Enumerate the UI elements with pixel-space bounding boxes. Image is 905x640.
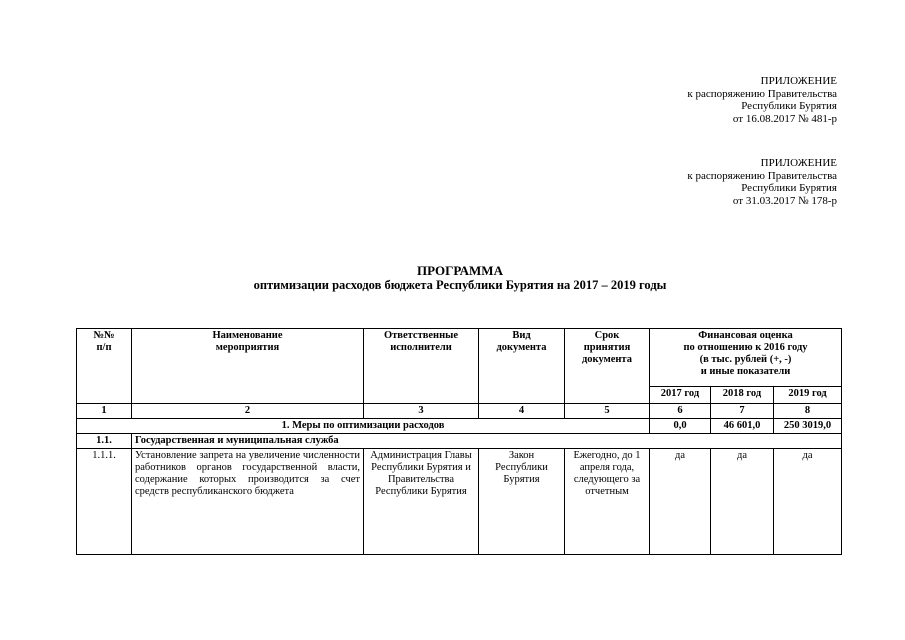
appendix-block-2	[687, 157, 837, 207]
title-main: ПРОГРАММА	[417, 263, 503, 278]
column-number: 7	[711, 404, 774, 419]
row-doc-type: Закон Республики Бурятия	[479, 449, 565, 555]
row-value-2019: да	[774, 449, 842, 555]
section-row	[77, 419, 842, 434]
header-name: Наименование мероприятия	[132, 329, 364, 404]
header-financial: Финансовая оценка по отношению к 2016 году (в тыс. рублей (+, -) и иные показатели	[650, 329, 842, 387]
title-subtitle: оптимизации расходов бюджета Республики Бурятия на 2017 – 2019 годы	[253, 278, 667, 292]
column-number: 5	[565, 404, 650, 419]
appendix-line: к распоряжению Правительства	[687, 87, 837, 100]
subsection-num: 1.1.	[77, 434, 132, 449]
header-doc-type: Вид документа	[479, 329, 565, 404]
row-name: Установление запрета на увеличение численности работников органов государственной власти, содержание которых производится за счет средств республиканского бюджета	[132, 449, 364, 555]
header-year-2017: 2017 год	[650, 387, 711, 404]
appendix-title: ПРИЛОЖЕНИЕ	[760, 75, 837, 87]
subsection-label: Государственная и муниципальная служба	[132, 434, 842, 449]
header-responsible: Ответственные исполнители	[364, 329, 479, 404]
column-number: 6	[650, 404, 711, 419]
program-table	[76, 328, 842, 555]
document-title	[0, 263, 905, 293]
column-number: 8	[774, 404, 842, 419]
header-num: №№ п/п	[77, 329, 132, 404]
appendix-line: Республики Бурятия	[741, 182, 837, 194]
appendix-block-1	[687, 75, 837, 125]
table-header-row	[77, 329, 842, 387]
section-value-2018: 46 601,0	[711, 419, 774, 434]
appendix-date: от 31.03.2017 № 178-р	[732, 194, 837, 207]
header-year-2018: 2018 год	[711, 387, 774, 404]
column-number: 4	[479, 404, 565, 419]
appendix-line: Республики Бурятия	[741, 100, 837, 112]
row-term: Ежегодно, до 1 апреля года, следующего за отчетным	[565, 449, 650, 555]
section-label: 1. Меры по оптимизации расходов	[77, 419, 650, 434]
subsection-row	[77, 434, 842, 449]
section-value-2019: 250 3019,0	[774, 419, 842, 434]
section-value-2017: 0,0	[650, 419, 711, 434]
column-number: 2	[132, 404, 364, 419]
appendix-date: от 16.08.2017 № 481-р	[732, 112, 837, 125]
appendix-line: к распоряжению Правительства	[687, 169, 837, 182]
row-value-2017: да	[650, 449, 711, 555]
column-number: 3	[364, 404, 479, 419]
row-responsible: Администрация Главы Республики Бурятия и Правительства Республики Бурятия	[364, 449, 479, 555]
column-number-row	[77, 404, 842, 419]
row-value-2018: да	[711, 449, 774, 555]
header-year-2019: 2019 год	[774, 387, 842, 404]
appendix-title: ПРИЛОЖЕНИЕ	[760, 157, 837, 169]
table-row	[77, 449, 842, 555]
header-term: Срок принятия документа	[565, 329, 650, 404]
row-num: 1.1.1.	[77, 449, 132, 555]
column-number: 1	[77, 404, 132, 419]
